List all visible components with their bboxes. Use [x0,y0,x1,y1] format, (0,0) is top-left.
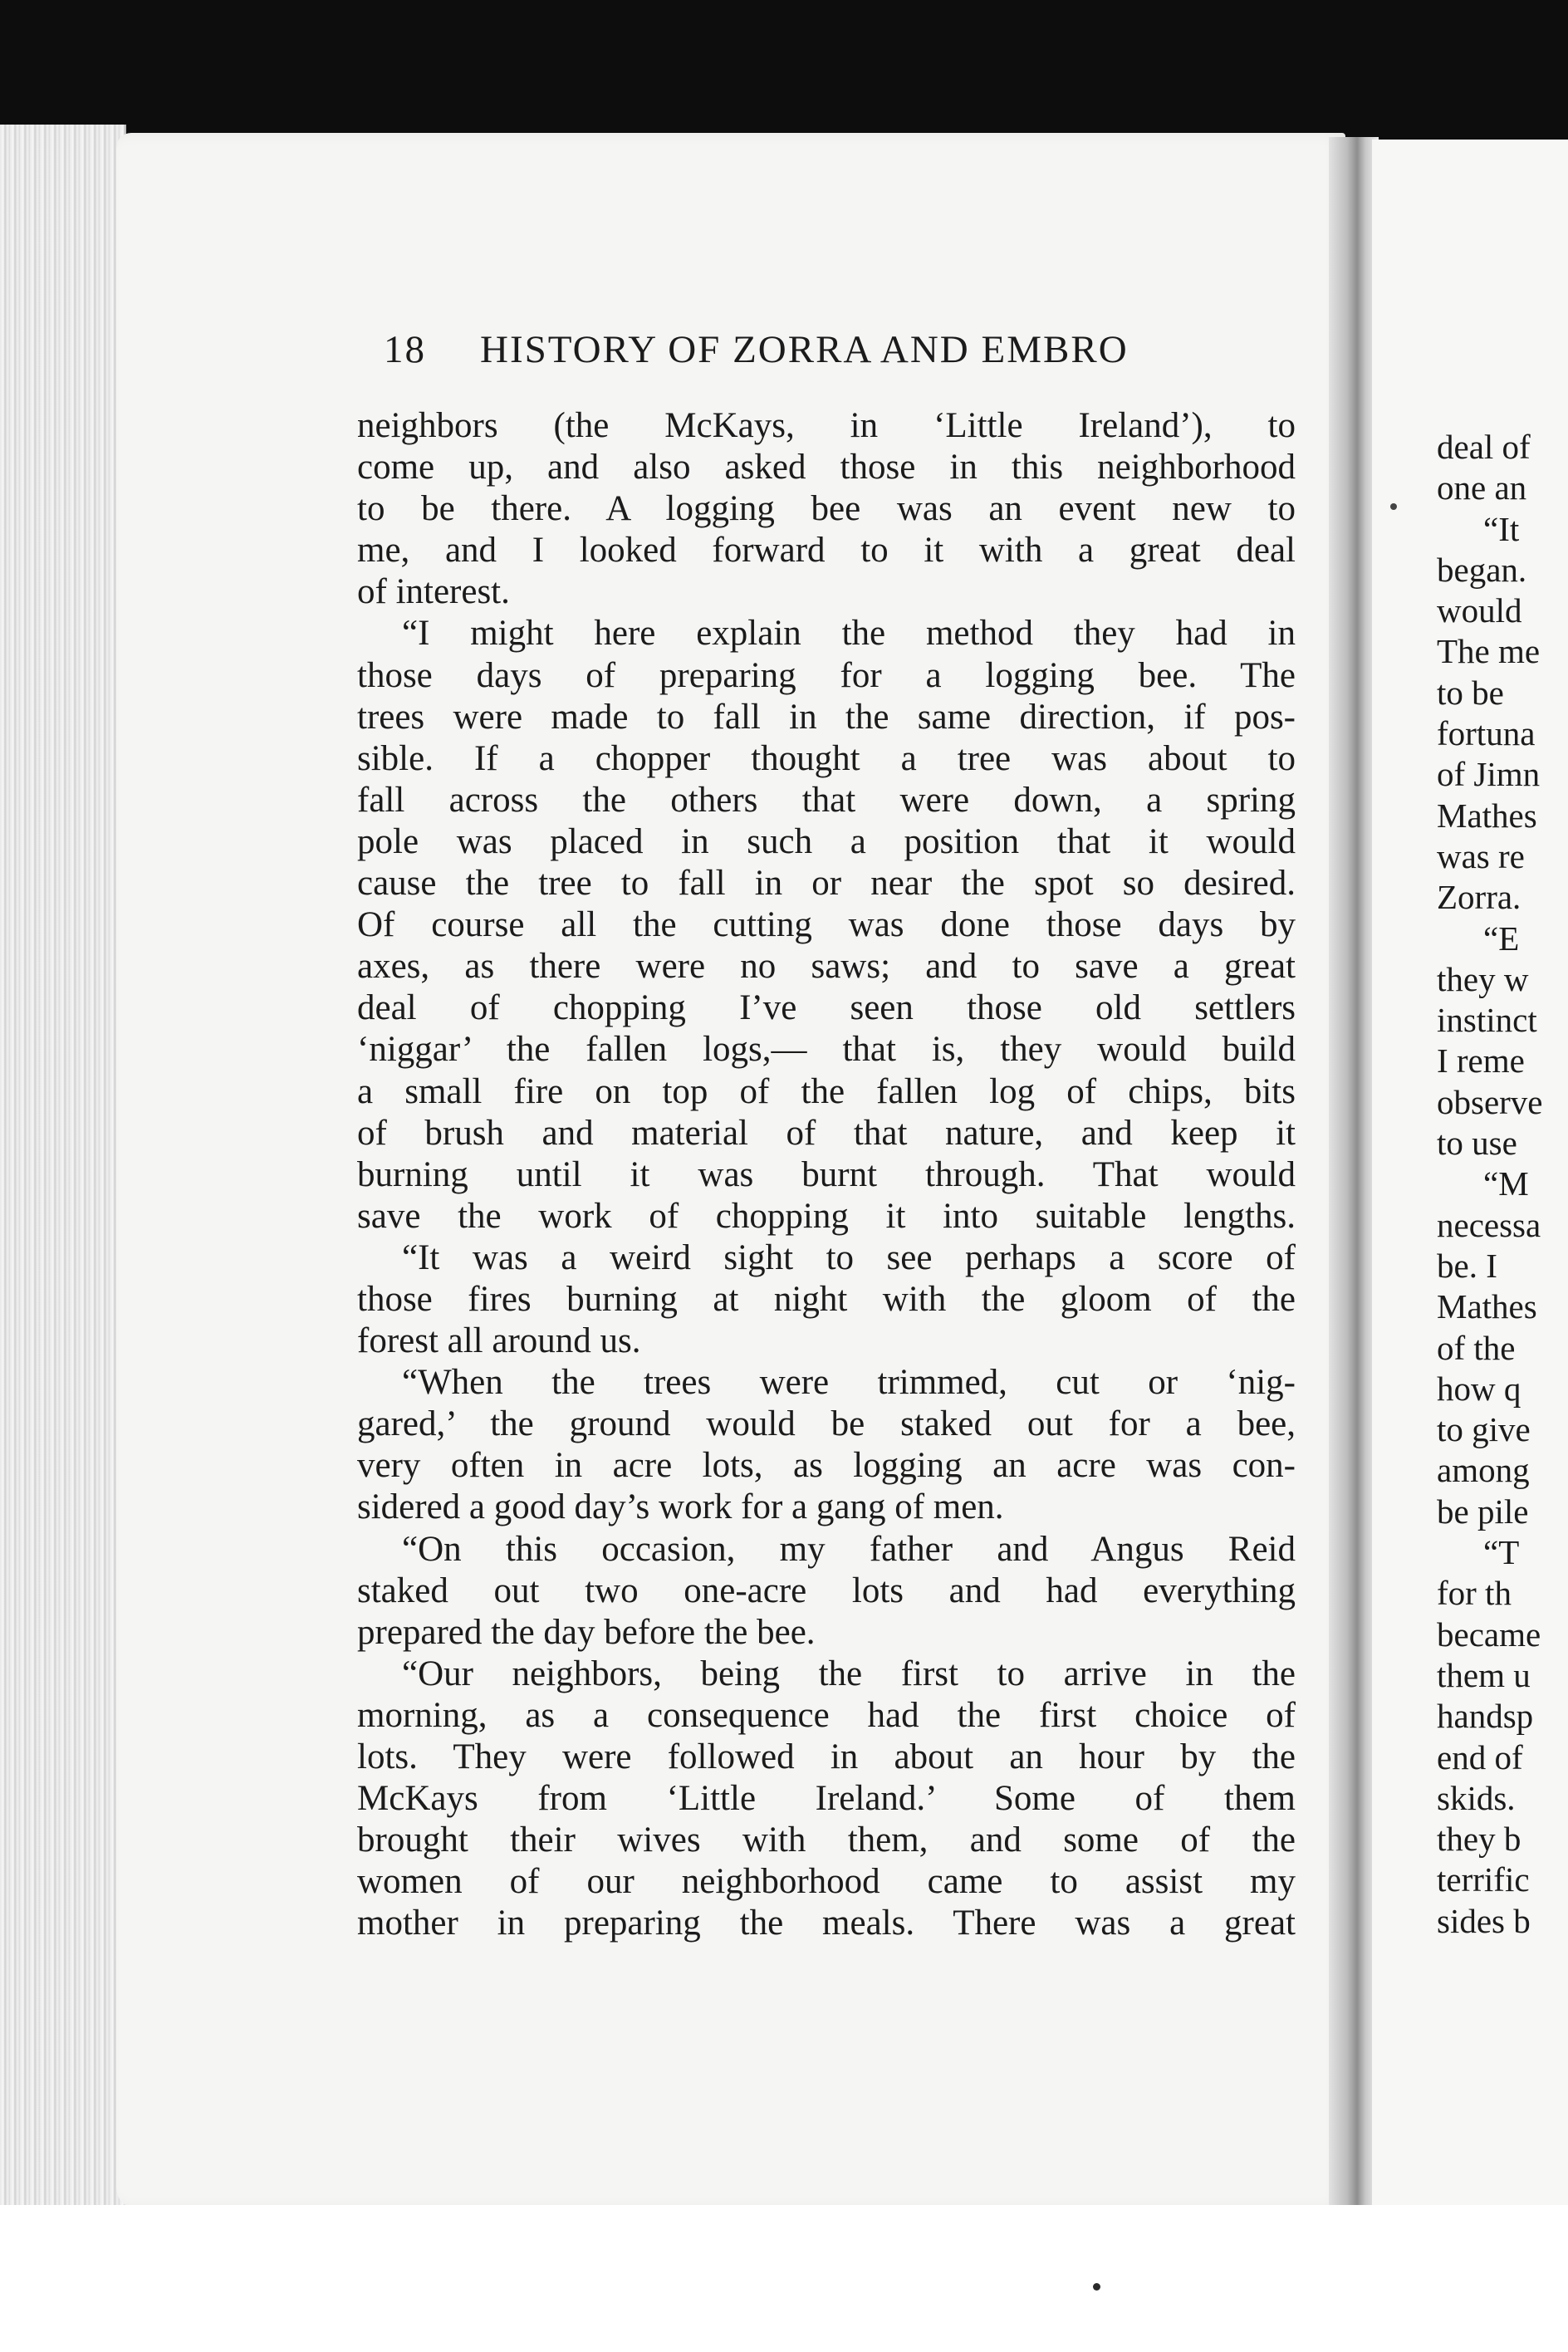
text-line-cropped: they w [1437,959,1529,998]
text-line: those days of preparing for a logging bee. The [357,655,1296,695]
text-line: sidered a good day’s work for a gang of men. [357,1487,1004,1527]
text-line: prepared the day before the bee. [357,1612,816,1652]
text-line-cropped: I reme [1437,1041,1525,1080]
text-line-cropped: “M [1483,1164,1529,1203]
text-line-cropped: would [1437,591,1522,630]
text-line-cropped: to be [1437,673,1504,712]
text-line-cropped: one an [1437,468,1527,507]
text-line: burning until it was burnt through. That would [357,1154,1296,1194]
text-line: “When the trees were trimmed, cut or ‘nig- [402,1363,1296,1403]
text-line: neighbors (the McKays, in ‘Little Ireland’), to [357,406,1296,445]
text-line-cropped: “E [1483,919,1520,958]
text-line: sible. If a chopper thought a tree was about to [357,738,1296,778]
text-line-cropped: them u [1437,1655,1531,1694]
text-line: save the work of chopping it into suitable lengths. [357,1196,1296,1236]
text-line-cropped: Zorra. [1437,878,1521,917]
text-line: “It was a weird sight to see perhaps a score of [402,1237,1296,1277]
text-line: deal of chopping I’ve seen those old settlers [357,988,1296,1028]
text-line: those fires burning at night with the gloom of the [357,1279,1296,1319]
book-gutter [1329,137,1379,2213]
text-line: lots. They were followed in about an hour by the [357,1737,1296,1776]
text-line: women of our neighborhood came to assist my [357,1862,1296,1902]
scan-speck [1390,503,1397,510]
text-line-cropped: became [1437,1615,1541,1654]
text-line: fall across the others that were down, a spring [357,780,1296,820]
text-line: cause the tree to fall in or near the spot so desired. [357,864,1296,904]
text-line: Of course all the cutting was done those days by [357,905,1296,945]
text-line: “On this occasion, my father and Angus Reid [402,1529,1296,1569]
running-header [384,327,1214,385]
text-line: to be there. A logging bee was an event new to [357,489,1296,529]
text-line: McKays from ‘Little Ireland.’ Some of them [357,1779,1296,1819]
text-line-cropped: necessa [1437,1205,1541,1244]
text-line-cropped: Mathes [1437,1287,1537,1326]
text-line-cropped: to give [1437,1410,1531,1449]
text-line-cropped: began. [1437,550,1527,589]
text-line-cropped: observe [1437,1082,1543,1121]
text-line: axes, as there were no saws; and to save a great [357,947,1296,987]
text-line: of brush and material of that nature, and keep it [357,1113,1296,1153]
text-line-cropped: was re [1437,836,1525,875]
text-line: a small fire on top of the fallen log of chips, bits [357,1071,1296,1111]
text-line: trees were made to fall in the same direction, if pos- [357,697,1296,737]
text-line-cropped: Mathes [1437,796,1537,835]
text-line-cropped: of Jimn [1437,755,1541,794]
text-line-cropped: be. I [1437,1246,1497,1285]
page-number: 18 [384,328,426,371]
scan-dark-border [0,0,1568,141]
text-line-cropped: how q [1437,1369,1521,1408]
text-line-cropped: they b [1437,1820,1521,1859]
text-line-cropped: skids. [1437,1778,1516,1817]
right-page-body-cropped [1437,427,1568,1942]
text-line: pole was placed in such a position that it would [357,821,1296,861]
text-line: of interest. [357,572,510,612]
text-line: come up, and also asked those in this neighborhood [357,448,1296,488]
page-edges-stack [0,125,126,2217]
text-line-cropped: among [1437,1451,1530,1490]
text-line-cropped: for th [1437,1574,1512,1613]
text-line: forest all around us. [357,1321,641,1361]
text-line: ‘niggar’ the fallen logs,— that is, they would build [357,1030,1296,1070]
text-line-cropped: instinct [1437,1001,1537,1040]
text-line: me, and I looked forward to it with a great deal [357,531,1296,571]
text-line-cropped: The me [1437,632,1541,671]
text-line-cropped: handsp [1437,1697,1534,1736]
scan-speck [1093,2283,1100,2291]
scan-bottom-border [0,2205,1568,2352]
text-line: staked out two one-acre lots and had everything [357,1570,1296,1610]
text-line-cropped: fortuna [1437,714,1536,753]
text-line-cropped: sides b [1437,1901,1531,1940]
text-line: gared,’ the ground would be staked out for a bee, [357,1404,1296,1444]
text-line-cropped: “T [1483,1533,1520,1572]
text-line: “Our neighbors, being the first to arrive in the [402,1654,1296,1693]
text-line-cropped: deal of [1437,428,1531,466]
text-line-cropped: “It [1483,509,1520,548]
text-line: morning, as a consequence had the first choice of [357,1695,1296,1735]
text-line-cropped: of the [1437,1328,1516,1367]
text-line: brought their wives with them, and some of the [357,1820,1296,1860]
left-page-body [357,405,1296,1944]
text-line: very often in acre lots, as logging an acre was con- [357,1446,1296,1486]
text-line-cropped: end of [1437,1737,1523,1776]
text-line: mother in preparing the meals. There was a great [357,1904,1296,1943]
text-line-cropped: to use [1437,1124,1517,1163]
text-line-cropped: be pile [1437,1492,1529,1531]
text-line: “I might here explain the method they had in [402,614,1296,654]
running-title: HISTORY OF ZORRA AND EMBRO [480,328,1129,371]
text-line-cropped: terrific [1437,1860,1530,1899]
